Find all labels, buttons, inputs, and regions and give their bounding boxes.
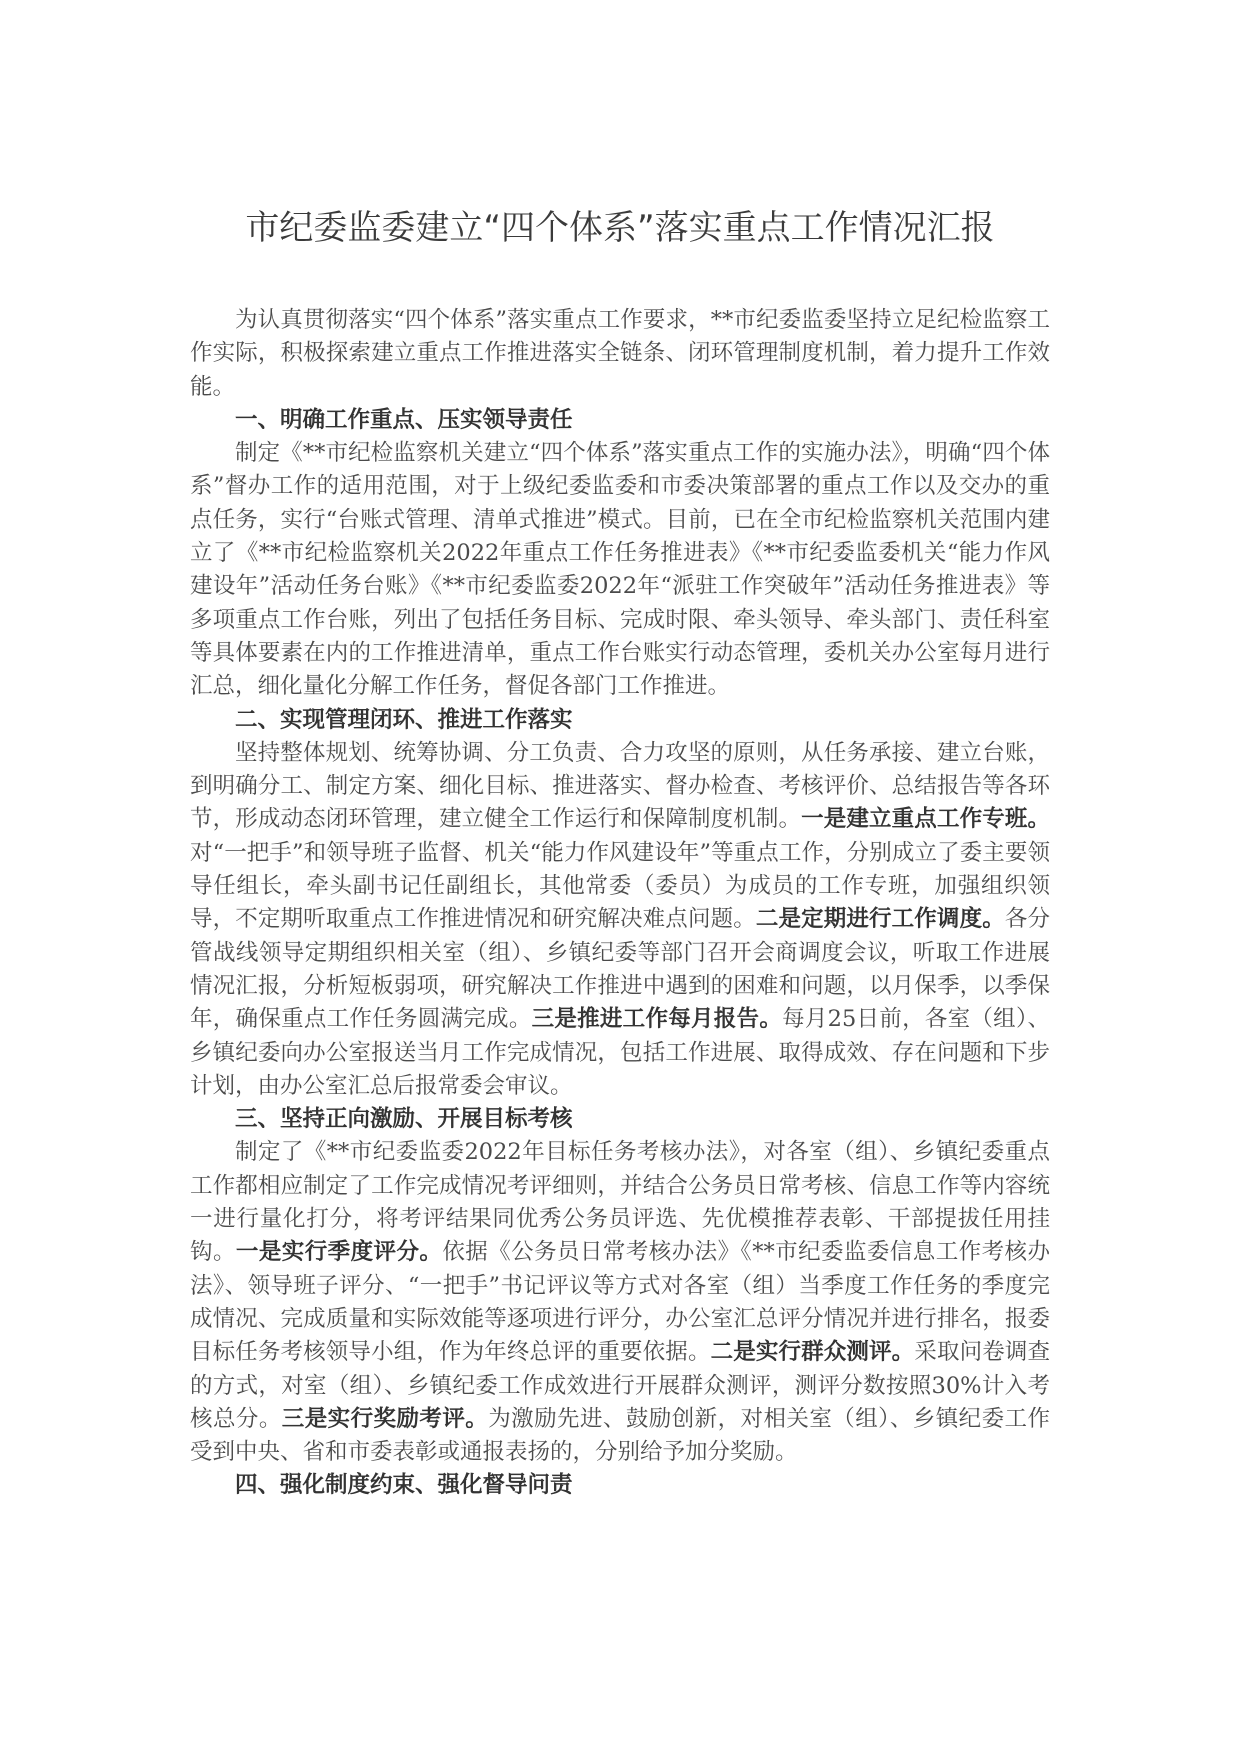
section-2-point-1-text: 对“一把手”和领导班子监督、机关“能力作风建设年”等重点工作，分别成立了委主要领导任组长，牵头副书记任副组长，其他常委（委员）为成员的工作专班，加强组织领导，不定期听取重点工作推进情况和研究解决难点问题。 xyxy=(190,839,1050,933)
section-2-point-3-label: 三是推进工作每月报告。 xyxy=(531,1006,783,1033)
section-4-heading: 四、强化制度约束、强化督导问责 xyxy=(235,1472,573,1499)
section-3-point-2-text: 采取问卷调查的方式，对室（组）、乡镇纪委工作成效进行开展群众测评，测评分数按照30%计入考核总分。 xyxy=(190,1339,1050,1432)
section-3-point-3-text: 为激励先进、鼓励创新，对相关室（组）、乡镇纪委工作受到中央、省和市委表彰或通报表扬的，分别给予加分奖励。 xyxy=(190,1405,1050,1466)
section-3-point-2-label: 二是实行群众测评。 xyxy=(710,1339,915,1366)
section-2-point-2-label: 二是定期进行工作调度。 xyxy=(755,906,1005,933)
section-3-lead: 制定了《**市纪委监委2022年目标任务考核办法》，对各室（组）、乡镇纪委重点工作都相应制定了工作完成情况考评细则，并结合公务员日常考核、信息工作等内容统一进行量化打分，将考评结果同优秀公务员评选、先优模推荐表彰、干部提拔任用挂钩。 xyxy=(190,1139,1050,1266)
section-2-paragraph xyxy=(190,737,1050,1103)
section-2-point-1-label: 一是建立重点工作专班。 xyxy=(801,806,1050,833)
document-title: 市纪委监委建立“四个体系”落实重点工作情况汇报 xyxy=(245,208,995,248)
section-1-paragraph: 制定《**市纪检监察机关建立“四个体系”落实重点工作的实施办法》，明确“四个体系”督办工作的适用范围，对于上级纪委监委和市委决策部署的重点工作以及交办的重点任务，实行“台账式管理、清单式推进”模式。目前，已在全市纪检监察机关范围内建立了《**市纪检监察机关2022年重点工作任务推进表》《**市纪委监委机关“能力作风建设年”活动任务台账》《**市纪委监委2022年“派驻工作突破年”活动任务推进表》等多项重点工作台账，列出了包括任务目标、完成时限、牵头领导、牵头部门、责任科室等具体要素在内的工作推进清单，重点工作台账实行动态管理，委机关办公室每月进行汇总，细化量化分解工作任务，督促各部门工作推进。 xyxy=(190,440,1050,700)
section-2-point-2-text: 各分管战线领导定期组织相关室（组）、乡镇纪委等部门召开会商调度会议，听取工作进展情况汇报，分析短板弱项，研究解决工作推进中遇到的困难和问题，以月保季，以季保年，确保重点工作任务圆满完成。 xyxy=(190,906,1050,1033)
section-2-point-3-text: 每月25日前，各室（组）、乡镇纪委向办公室报送当月工作完成情况，包括工作进展、取得成效、存在问题和下步计划，由办公室汇总后报常委会审议。 xyxy=(190,1006,1050,1099)
section-3-point-1-text: 依据《公务员日常考核办法》《**市纪委监委信息工作考核办法》、领导班子评分、“一把手”书记评议等方式对各室（组）当季度工作任务的季度完成情况、完成质量和实际效能等逐项进行评分，办公室汇总评分情况并进行排名，报委目标任务考核领导小组，作为年终总评的重要依据。 xyxy=(190,1239,1050,1366)
section-2-heading: 二、实现管理闭环、推进工作落实 xyxy=(235,706,573,733)
section-3-paragraph xyxy=(190,1136,1050,1469)
section-2-lead: 坚持整体规划、统筹协调、分工负责、合力攻坚的原则，从任务承接、建立台账，到明确分工、制定方案、细化目标、推进落实、督办检查、考核评价、总结报告等各环节，形成动态闭环管理，建立健全工作运行和保障制度机制。 xyxy=(190,739,1050,833)
document-body xyxy=(190,304,1050,1503)
section-3-point-1-label: 一是实行季度评分。 xyxy=(235,1239,443,1266)
section-1-heading: 一、明确工作重点、压实领导责任 xyxy=(235,406,573,433)
intro-paragraph: 为认真贯彻落实“四个体系”落实重点工作要求，**市纪委监委坚持立足纪检监察工作实际，积极探索建立重点工作推进落实全链条、闭环管理制度机制，着力提升工作效能。 xyxy=(190,307,1050,400)
section-3-heading: 三、坚持正向激励、开展目标考核 xyxy=(235,1106,573,1133)
section-3-point-3-label: 三是实行奖励考评。 xyxy=(281,1405,489,1432)
